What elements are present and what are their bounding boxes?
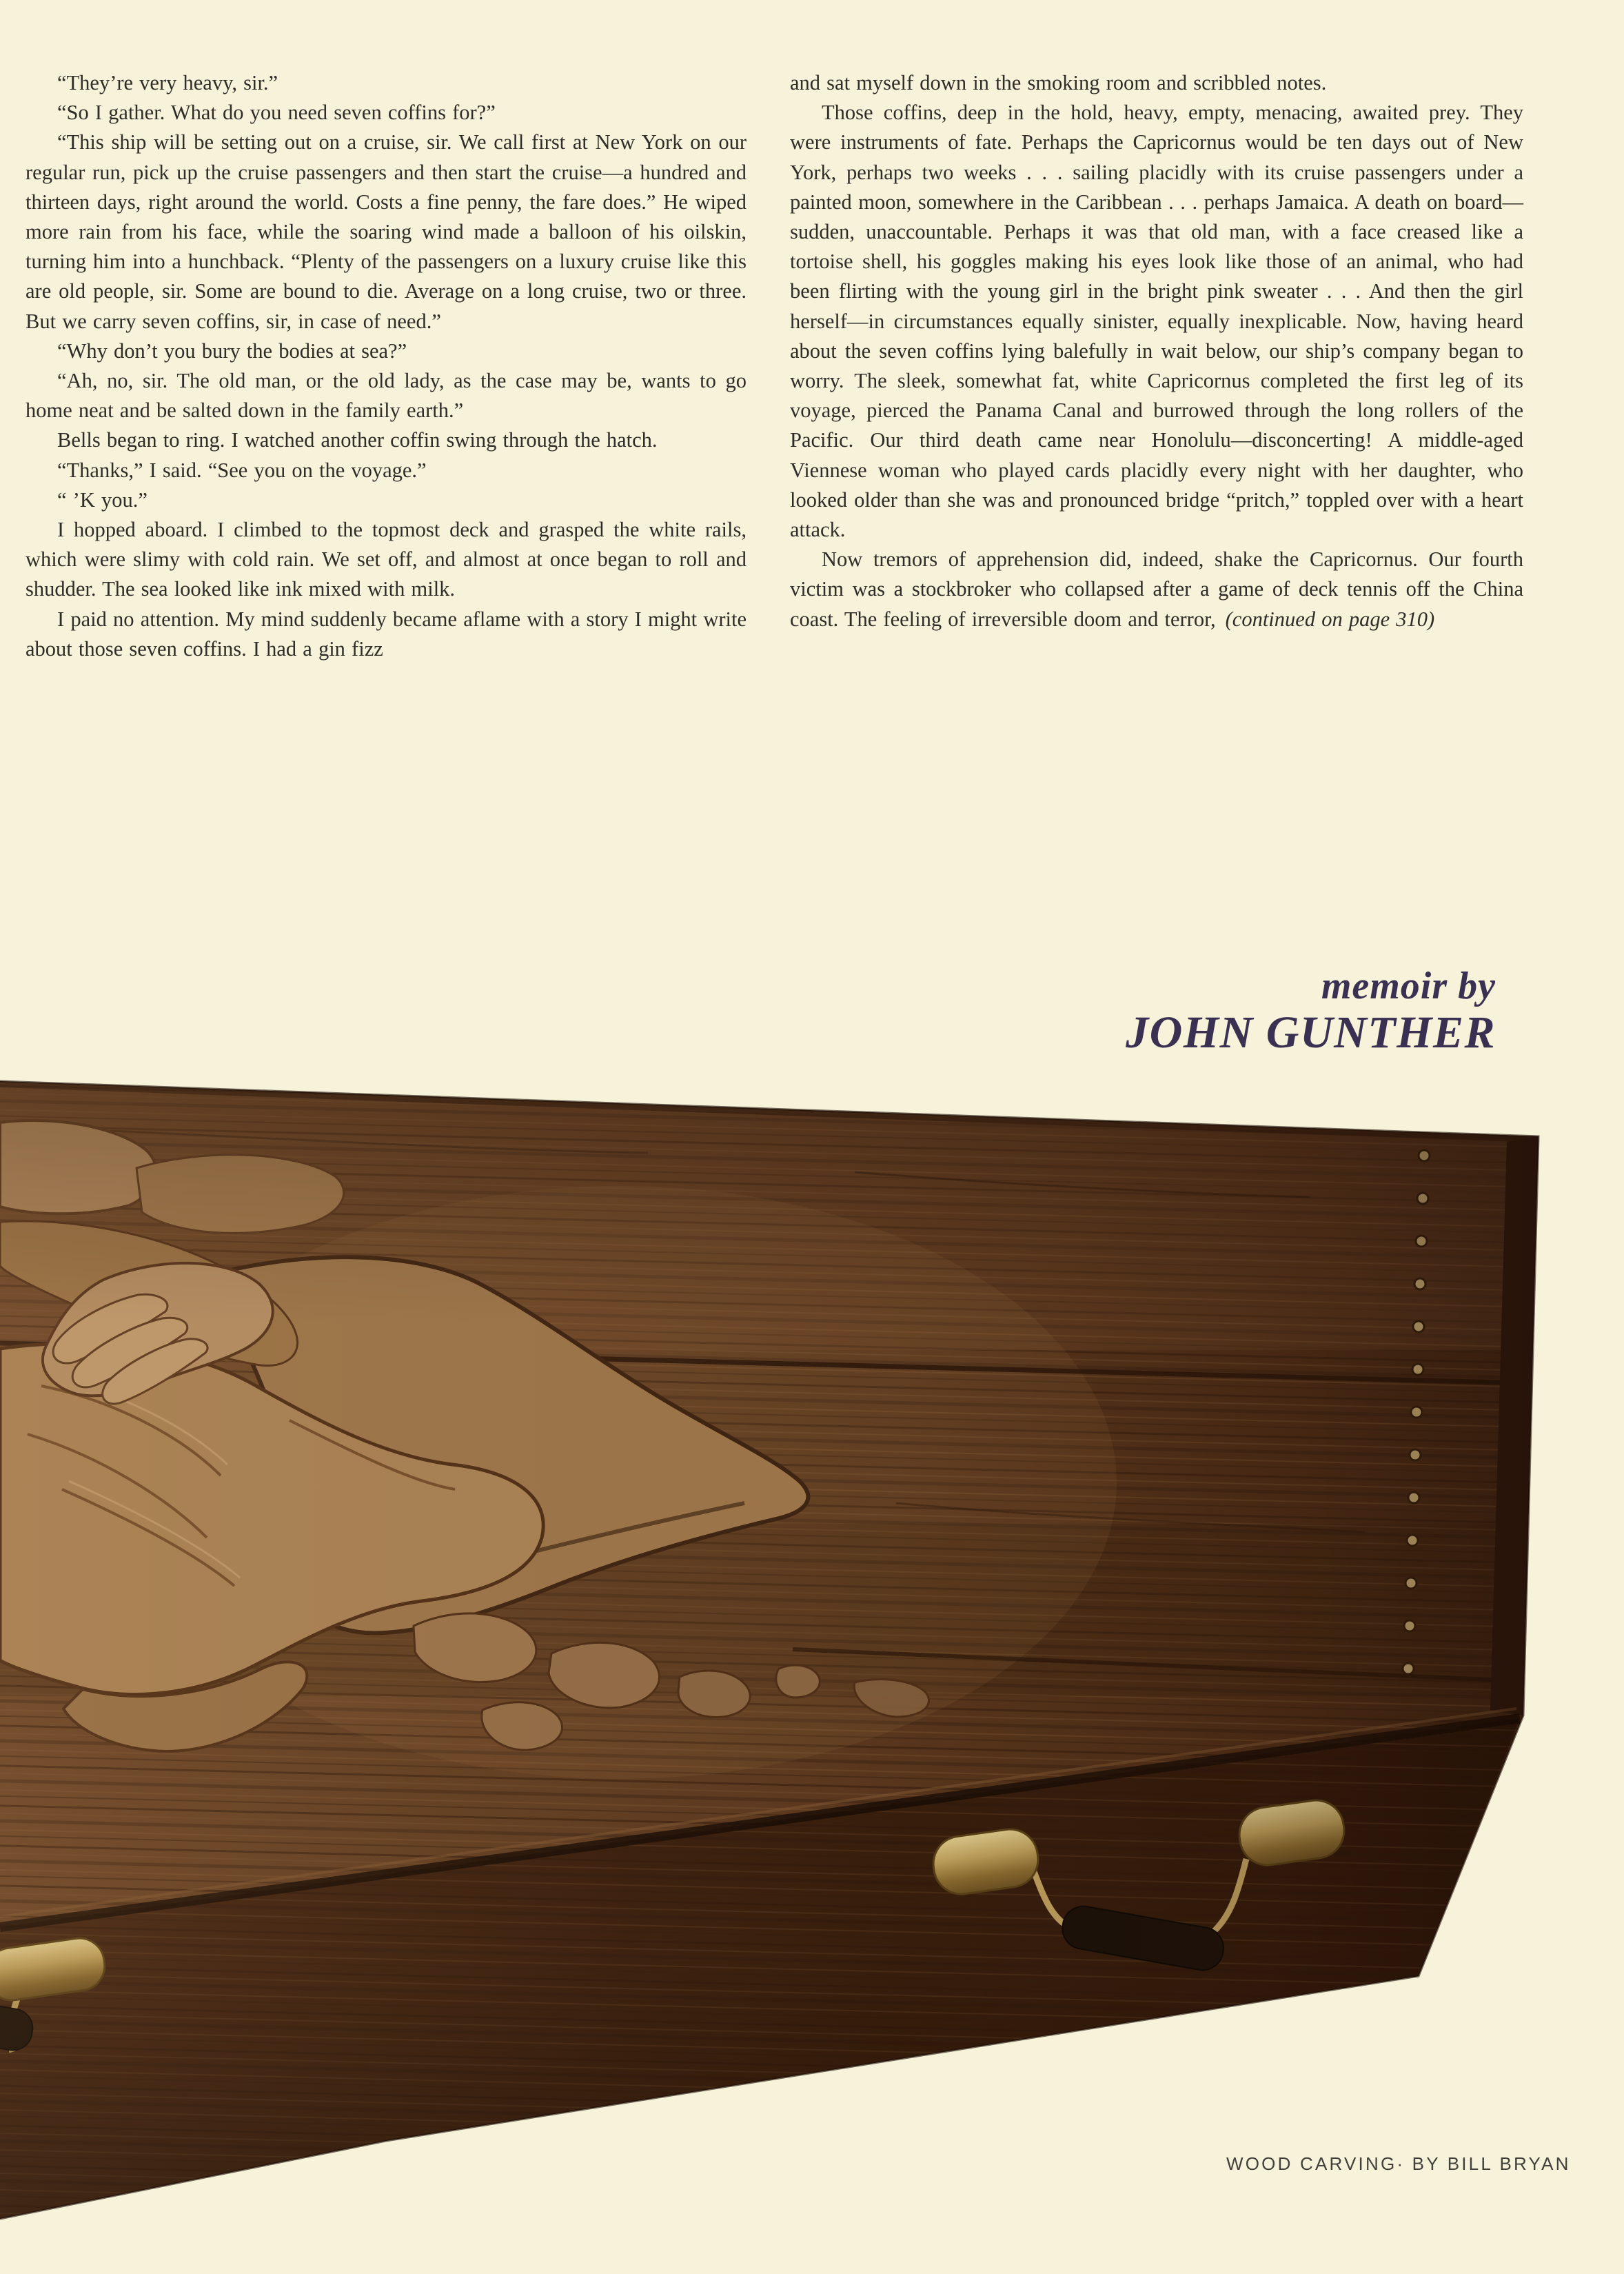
paragraph: “Why don’t you bury the bodies at sea?” (57, 339, 407, 363)
paragraph: “Thanks,” I said. “See you on the voyage.” (57, 458, 427, 482)
paragraph: “This ship will be setting out on a cruise, sir. We call first at New York on our regular run, pick up the cruise passengers and then start the cruise—a hundred and thirteen days, right around the world. Costs a fine penny, the fare does.” He wiped more rain from his face, while the soaring wind made a balloon of his oilskin, turning him into a hunchback. “Plenty of the passengers on a luxury cruise like this are old people, sir. Some are bound to die. Average on a long cruise, two or three. But we carry seven coffins, sir, in case of need.” (26, 130, 747, 333)
paragraph: “They’re very heavy, sir.” (57, 71, 278, 94)
paragraph: “So I gather. What do you need seven coffins for?” (57, 101, 496, 125)
article-column-1 (26, 68, 747, 664)
paragraph (790, 545, 1523, 634)
byline (1126, 965, 1496, 1058)
continued-on-page-note: (continued on page 310) (1225, 607, 1435, 631)
photo-credit: WOOD CARVING· BY BILL BRYAN (1226, 2153, 1571, 2174)
paragraph-text: Now tremors of apprehension did, indeed, shake the Capricornus. Our fourth victim was a stockbroker who collapsed after a game of deck tennis off the China coast. The feeling of irreversible doom and terror, (790, 547, 1523, 631)
paragraph: Those coffins, deep in the hold, heavy, empty, menacing, awaited prey. They were instruments of fate. Perhaps the Capricornus would be ten days out of New York, perhaps two weeks . . . sailing placidly with its cruise passengers under a painted moon, somewhere in the Caribbean . . . perhaps Jamaica. A death on board—sudden, unaccountable. Perhaps it was that old man, with a face creased like a tortoise shell, his goggles making his eyes look like those of an animal, who had been flirting with the young girl in the bright pink sweater . . . And then the girl herself—in circumstances equally sinister, equally inexplicable. Now, having heard about the seven coffins lying balefully in wait below, our ship’s company began to worry. The sleek, somewhat fat, white Capricornus completed the first leg of its voyage, pierced the Panama Canal and burrowed through the long rollers of the Pacific. Our third death came near Honolulu—disconcerting! A middle-aged Viennese woman who played cards placidly every night with her daughter, who looked older than she was and pronounced bridge “pritch,” toppled over with a heart attack. (790, 101, 1523, 542)
paragraph: “Ah, no, sir. The old man, or the old lady, as the case may be, wants to go home neat and be salted down in the family earth.” (26, 369, 747, 423)
paragraph: “ ’K you.” (57, 487, 148, 512)
paragraph: I hopped aboard. I climbed to the topmost deck and grasped the white rails, which were slimy with cold rain. We set off, and almost at once began to roll and shudder. The sea looked like ink mixed with milk. (26, 518, 747, 601)
paragraph: Bells began to ring. I watched another coffin swing through the hatch. (57, 428, 658, 452)
byline-author: JOHN GUNTHER (1126, 1007, 1496, 1058)
article-column-2 (790, 68, 1523, 634)
paragraph: I paid no attention. My mind suddenly became aflame with a story I might write about those seven coffins. I had a gin fizz (26, 607, 747, 661)
paragraph: and sat myself down in the smoking room and scribbled notes. (790, 71, 1327, 94)
byline-kicker: memoir by (1321, 965, 1496, 1007)
